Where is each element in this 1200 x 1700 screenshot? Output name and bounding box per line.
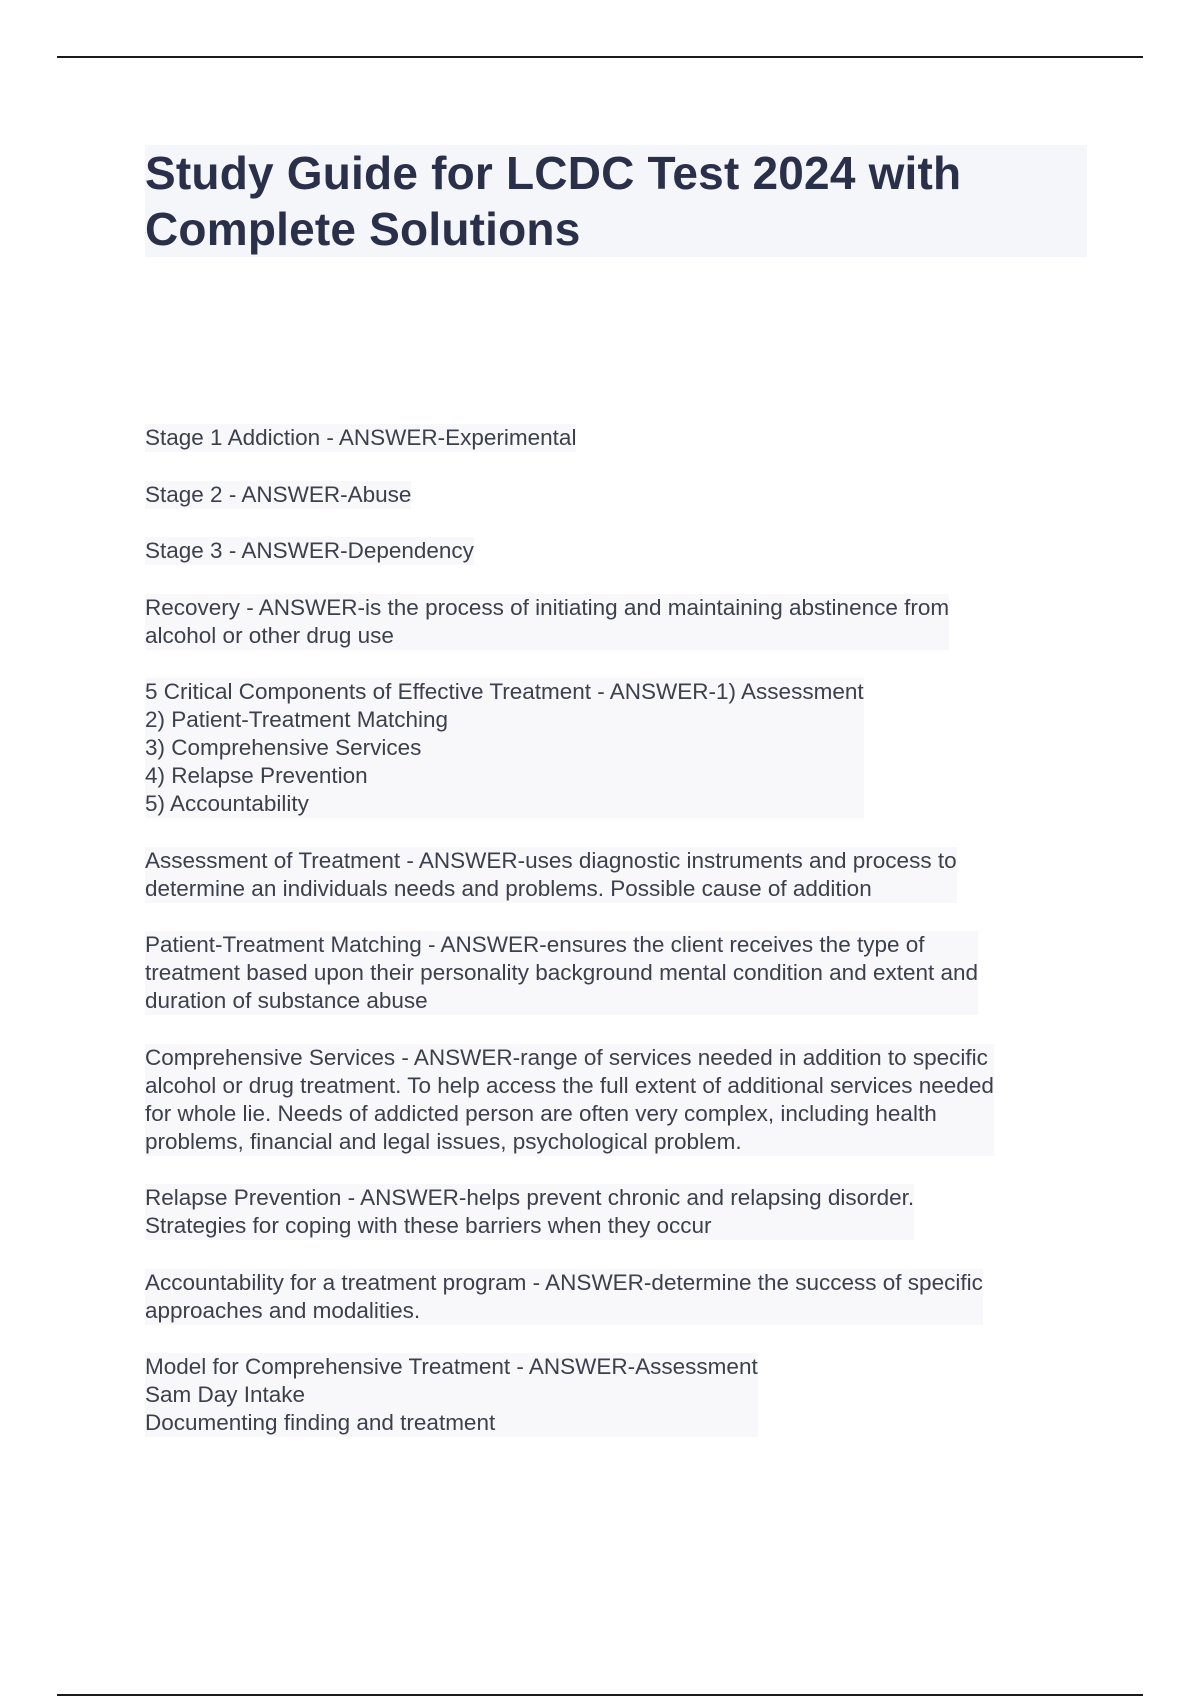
entry-line: alcohol or other drug use bbox=[145, 622, 394, 648]
entry-line: Comprehensive Services - ANSWER-range of services needed in addition to specific bbox=[145, 1044, 988, 1070]
entry-line: for whole lie. Needs of addicted person are often very complex, including health bbox=[145, 1100, 937, 1126]
qa-entry bbox=[145, 1044, 994, 1156]
entry-line: Strategies for coping with these barriers when they occur bbox=[145, 1213, 712, 1238]
entry-line: Stage 3 - ANSWER-Dependency bbox=[145, 538, 474, 563]
qa-entry bbox=[145, 1353, 758, 1437]
entry-line: 4) Relapse Prevention bbox=[145, 763, 368, 788]
qa-entry bbox=[145, 847, 957, 903]
entry-line: Accountability for a treatment program - ANSWER-determine the success of specific bbox=[145, 1269, 983, 1295]
qa-entry bbox=[145, 481, 411, 509]
entry-line: Model for Comprehensive Treatment - ANSWER-Assessment bbox=[145, 1354, 758, 1379]
qa-entry bbox=[145, 1184, 914, 1240]
title-block bbox=[145, 145, 1087, 257]
entry-line: Stage 1 Addiction - ANSWER-Experimental bbox=[145, 425, 577, 450]
entry-line: Patient-Treatment Matching - ANSWER-ensures the client receives the type of bbox=[145, 932, 925, 957]
entry-line: Relapse Prevention - ANSWER-helps prevent chronic and relapsing disorder. bbox=[145, 1185, 915, 1210]
entry-line: Documenting finding and treatment bbox=[145, 1410, 496, 1435]
qa-entry bbox=[145, 1269, 983, 1325]
qa-entry bbox=[145, 424, 576, 452]
entry-line: Stage 2 - ANSWER-Abuse bbox=[145, 481, 412, 507]
document-title-line-1: Study Guide for LCDC Test 2024 with bbox=[145, 147, 962, 199]
entry-line: 2) Patient-Treatment Matching bbox=[145, 707, 449, 732]
entry-line: Assessment of Treatment - ANSWER-uses diagnostic instruments and process to bbox=[145, 847, 957, 873]
qa-list bbox=[145, 424, 1085, 1466]
document-title bbox=[145, 145, 1087, 257]
qa-entry bbox=[145, 931, 978, 1015]
entry-line: Sam Day Intake bbox=[145, 1382, 306, 1407]
entry-line: treatment based upon their personality background mental condition and extent and bbox=[145, 960, 979, 985]
entry-line: 3) Comprehensive Services bbox=[145, 735, 422, 760]
document-title-line-2: Complete Solutions bbox=[145, 203, 581, 255]
entry-line: duration of substance abuse bbox=[145, 988, 428, 1013]
entry-line: determine an individuals needs and problems. Possible cause of addition bbox=[145, 875, 872, 901]
entry-line: 5 Critical Components of Effective Treatment - ANSWER-1) Assessment bbox=[145, 679, 864, 704]
qa-entry bbox=[145, 678, 864, 818]
entry-line: approaches and modalities. bbox=[145, 1297, 421, 1323]
bottom-rule bbox=[57, 1694, 1143, 1696]
qa-entry bbox=[145, 594, 949, 650]
top-rule bbox=[57, 56, 1143, 58]
entry-line: alcohol or drug treatment. To help access the full extent of additional services needed bbox=[145, 1072, 994, 1098]
entry-line: 5) Accountability bbox=[145, 791, 309, 816]
entry-line: Recovery - ANSWER-is the process of initiating and maintaining abstinence from bbox=[145, 594, 950, 620]
qa-entry bbox=[145, 537, 474, 565]
entry-line: problems, financial and legal issues, psychological problem. bbox=[145, 1128, 742, 1154]
